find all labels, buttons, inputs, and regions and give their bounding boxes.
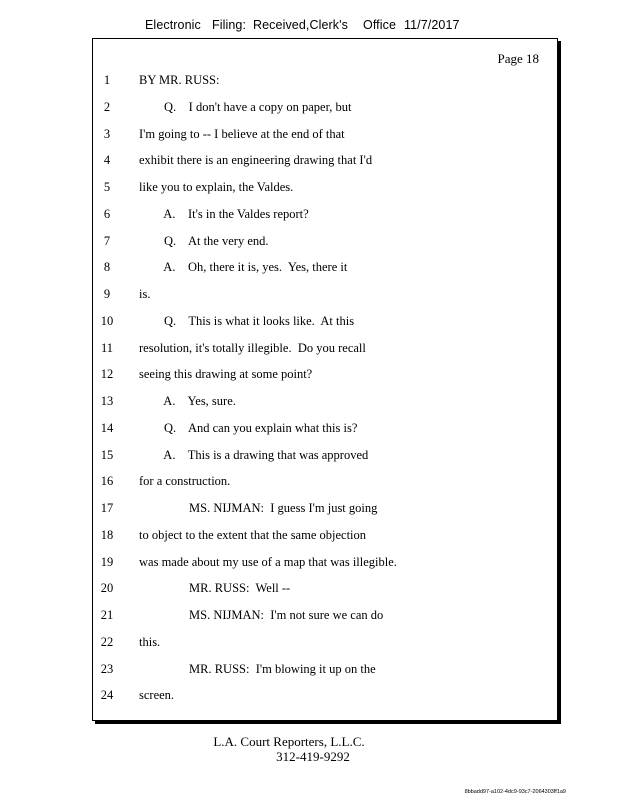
transcript-line <box>93 287 557 305</box>
line-number: 21 <box>100 608 114 622</box>
transcript-page <box>92 38 558 721</box>
line-text: was made about my use of a map that was illegible. <box>139 554 397 569</box>
transcript-line <box>93 73 557 91</box>
filing-stamp-word: Electronic <box>145 18 201 32</box>
transcript-line <box>93 127 557 145</box>
line-number: 1 <box>103 73 111 87</box>
page-number: Page 18 <box>497 51 539 66</box>
line-number: 23 <box>100 661 114 676</box>
line-text: A. It's in the Valdes report? <box>139 206 309 221</box>
transcript-line <box>93 688 557 706</box>
transcript-line <box>93 180 557 198</box>
line-text: for a construction. <box>139 474 231 489</box>
transcript-line <box>93 474 557 492</box>
line-text: screen. <box>139 688 175 703</box>
line-number: 10 <box>100 313 114 328</box>
line-text: A. Oh, there it is, yes. Yes, there it <box>139 260 348 275</box>
line-number: 20 <box>100 581 114 596</box>
line-text: MR. RUSS: I'm blowing it up on the <box>139 661 376 676</box>
line-text: MS. NIJMAN: I'm not sure we can do <box>139 608 384 622</box>
line-number: 7 <box>103 233 111 248</box>
line-number: 14 <box>100 420 114 435</box>
line-text: Q. I don't have a copy on paper, but <box>139 99 352 114</box>
line-text: Q. At the very end. <box>139 233 269 248</box>
transcript-line <box>93 153 557 171</box>
line-number: 15 <box>100 447 114 462</box>
line-number: 6 <box>103 206 111 221</box>
line-text: this. <box>139 634 161 649</box>
transcript-line <box>93 207 557 225</box>
transcript-line <box>93 528 557 546</box>
line-text: seeing this drawing at some point? <box>139 367 313 382</box>
filing-stamp-date: 11/7/2017 <box>404 18 460 32</box>
transcript-line <box>93 662 557 680</box>
transcript-line <box>93 100 557 118</box>
transcript-line <box>93 314 557 332</box>
transcript-line <box>93 635 557 653</box>
reporter-phone: 312-419-9292 <box>276 749 350 764</box>
line-text: MR. RUSS: Well -- <box>139 581 291 596</box>
transcript-line <box>93 394 557 412</box>
line-number: 12 <box>100 367 114 382</box>
line-text: MS. NIJMAN: I guess I'm just going <box>139 501 378 515</box>
line-number: 16 <box>100 474 114 489</box>
line-number: 13 <box>100 394 114 408</box>
filing-stamp-word: Office <box>363 18 397 32</box>
line-number: 24 <box>100 688 114 703</box>
filing-stamp-word: Filing: <box>212 18 247 32</box>
line-number: 9 <box>103 287 111 301</box>
line-text: Q. This is what it looks like. At this <box>139 313 355 328</box>
line-text: A. This is a drawing that was approved <box>139 447 369 462</box>
transcript-line <box>93 421 557 439</box>
document-hash: 8bbadd97-a102-4dc9-93c7-2064303ff1a9 <box>464 789 566 795</box>
line-text: I'm going to -- I believe at the end of that <box>139 126 345 141</box>
line-number: 8 <box>103 260 111 275</box>
transcript-line <box>93 341 557 359</box>
filing-stamp-word: Received,Clerk's <box>253 18 348 32</box>
line-text: is. <box>139 287 151 301</box>
transcript-line <box>93 581 557 599</box>
line-text: resolution, it's totally illegible. Do you recall <box>139 340 366 355</box>
line-text: Q. And can you explain what this is? <box>139 420 358 435</box>
line-number: 18 <box>100 527 114 542</box>
line-number: 22 <box>100 634 114 649</box>
transcript-line <box>93 608 557 626</box>
line-number: 4 <box>103 153 111 168</box>
line-text: exhibit there is an engineering drawing that I'd <box>139 153 373 168</box>
line-text: to object to the extent that the same objection <box>139 527 367 542</box>
line-number: 19 <box>100 554 114 569</box>
transcript-line <box>93 367 557 385</box>
line-number: 3 <box>103 126 111 141</box>
transcript-line <box>93 234 557 252</box>
transcript-line <box>93 555 557 573</box>
line-number: 2 <box>103 99 111 114</box>
transcript-line <box>93 448 557 466</box>
transcript-line <box>93 501 557 519</box>
transcript-line <box>93 260 557 278</box>
line-number: 5 <box>103 180 111 194</box>
line-text: BY MR. RUSS: <box>139 73 220 87</box>
line-number: 17 <box>100 501 114 515</box>
reporter-company: L.A. Court Reporters, L.L.C. <box>213 734 365 749</box>
line-text: like you to explain, the Valdes. <box>139 180 294 194</box>
line-number: 11 <box>100 340 114 355</box>
line-text: A. Yes, sure. <box>139 394 236 408</box>
